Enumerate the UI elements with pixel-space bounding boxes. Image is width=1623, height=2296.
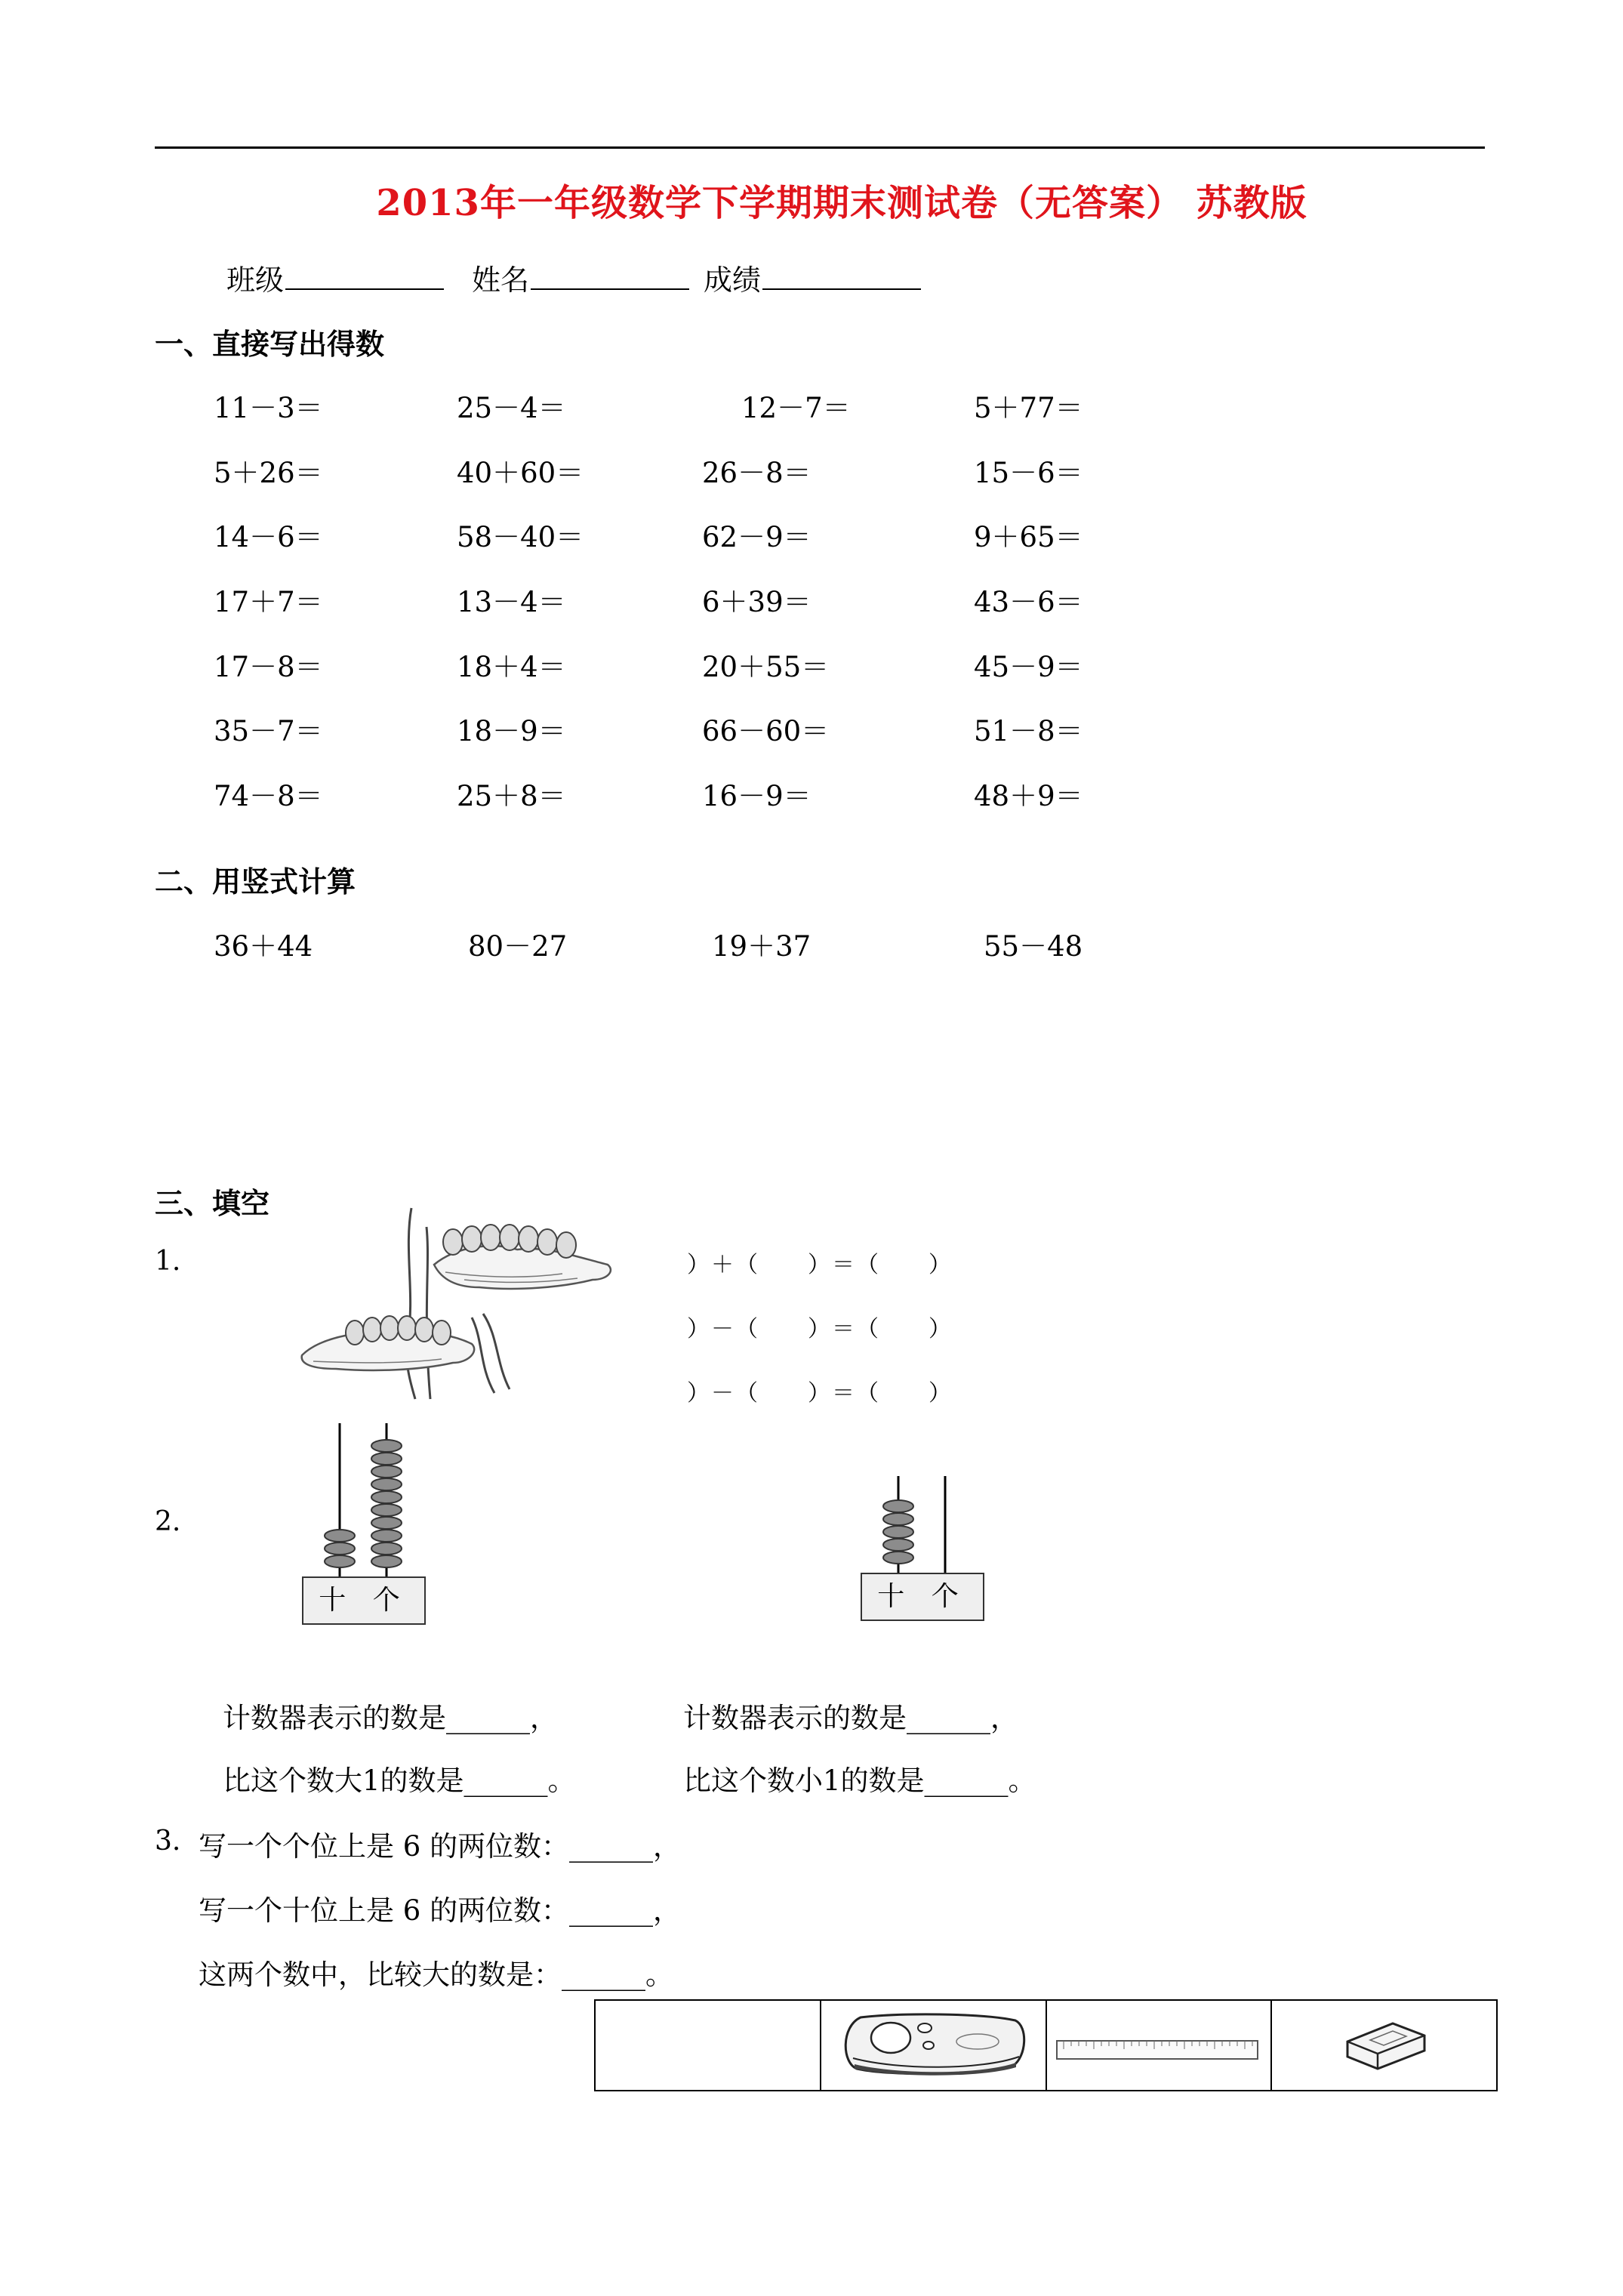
- arith-item: 6＋39＝: [702, 586, 812, 618]
- arith-item: 15－6＝: [974, 457, 1083, 489]
- arith-item: 14－6＝: [214, 521, 323, 553]
- score-field: [704, 257, 921, 298]
- arith-item: 25＋8＝: [457, 780, 566, 812]
- q2-left-line2: 比这个数大1的数是______。: [223, 1764, 576, 1797]
- q1-number: 1.: [155, 1246, 181, 1277]
- abacus-left-label: 十 个: [302, 1576, 426, 1625]
- arith-item: 16－9＝: [702, 780, 812, 812]
- section2-heading: 二、用竖式计算: [155, 864, 356, 898]
- vertical-calc-item: 19＋37: [712, 930, 812, 963]
- q2-right-line1: 计数器表示的数是______，: [683, 1702, 1018, 1734]
- arith-item: 43－6＝: [974, 586, 1083, 618]
- vertical-calc-item: 80－27: [468, 930, 568, 963]
- abacus-left: [302, 1419, 427, 1627]
- q3-line2: 写一个十位上是 6 的两位数：______，: [199, 1894, 682, 1927]
- arith-item: 25－4＝: [457, 392, 566, 424]
- score-blank[interactable]: [762, 261, 921, 290]
- arith-item: 66－60＝: [702, 715, 830, 747]
- abacus-right-rods: [861, 1472, 985, 1574]
- page-title: 2013年一年级数学下学期期末测试卷（无答案） 苏教版: [376, 182, 1307, 224]
- arith-item: 48＋9＝: [974, 780, 1083, 812]
- eraser-icon: [1340, 2019, 1431, 2072]
- arith-item: 17－8＝: [214, 651, 323, 683]
- q3-line1: 写一个个位上是 6 的两位数：______，: [199, 1830, 682, 1863]
- arith-item: 20＋55＝: [702, 651, 830, 683]
- abacus-left-rods: [302, 1419, 427, 1578]
- arith-item: 9＋65＝: [974, 521, 1083, 553]
- name-label: 姓名: [472, 264, 530, 297]
- arith-item: 45－9＝: [974, 651, 1083, 683]
- section1-heading: 一、直接写出得数: [155, 327, 385, 361]
- arith-item: 26－8＝: [702, 457, 812, 489]
- arith-item: 58－40＝: [457, 521, 584, 553]
- arith-item: 11－3＝: [214, 392, 323, 424]
- arith-item: 5＋77＝: [974, 392, 1083, 424]
- name-field: [472, 257, 689, 298]
- arith-item: 13－4＝: [457, 586, 566, 618]
- score-label: 成绩: [704, 264, 762, 297]
- table-cell-pencil-case: [821, 2001, 1047, 2090]
- class-field: [226, 257, 444, 298]
- q3-number: 3.: [155, 1826, 181, 1857]
- arith-item: 74－8＝: [214, 780, 323, 812]
- q2-right-line2: 比这个数小1的数是______。: [683, 1764, 1036, 1797]
- arith-item: 35－7＝: [214, 715, 323, 747]
- arith-item: 5＋26＝: [214, 457, 323, 489]
- table-cell-empty: [596, 2001, 821, 2090]
- arith-item: 17＋7＝: [214, 586, 323, 618]
- q3-line3: 这两个数中，比较大的数是：______。: [199, 1959, 673, 1991]
- arith-item: 51－8＝: [974, 715, 1083, 747]
- stationery-table: [594, 1999, 1498, 2091]
- section3-heading: 三、填空: [155, 1186, 270, 1220]
- abacus-right: [861, 1472, 985, 1623]
- q1-equation: ）＋（ ）＝（ ）: [687, 1252, 953, 1278]
- name-blank[interactable]: [531, 261, 689, 290]
- ruler-icon: [1056, 2040, 1260, 2061]
- table-cell-ruler: [1047, 2001, 1273, 2090]
- table-cell-eraser: [1272, 2001, 1496, 2090]
- arith-item: 62－9＝: [702, 521, 812, 553]
- pencil-case-icon: [838, 2011, 1030, 2078]
- arith-item: 12－7＝: [741, 392, 851, 424]
- class-blank[interactable]: [285, 261, 444, 290]
- q2-number: 2.: [155, 1506, 181, 1537]
- q2-left-line1: 计数器表示的数是______，: [223, 1702, 558, 1734]
- vertical-calc-item: 36＋44: [214, 930, 313, 963]
- class-label: 班级: [226, 264, 285, 297]
- top-rule: [155, 146, 1485, 149]
- arith-item: 18＋4＝: [457, 651, 566, 683]
- arith-item: 18－9＝: [457, 715, 566, 747]
- q1-equation: ）－（ ）＝（ ）: [687, 1316, 953, 1342]
- vertical-calc-item: 55－48: [984, 930, 1083, 963]
- birds-on-branches-illustration: [291, 1204, 630, 1401]
- abacus-right-label: 十 个: [861, 1573, 984, 1621]
- arith-item: 40＋60＝: [457, 457, 584, 489]
- q1-equation: ）－（ ）＝（ ）: [687, 1380, 953, 1407]
